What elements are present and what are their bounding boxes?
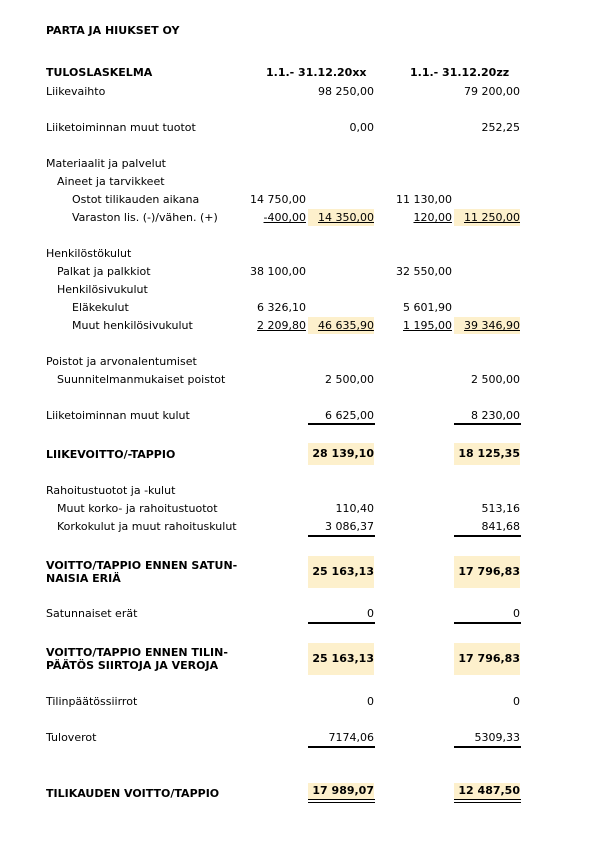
value-a: 110,40 [335,502,374,515]
subtotal-label: VOITTO/TAPPIO ENNEN SATUN- [46,559,238,572]
subtotal-label-cont: NAISIA ERIÄ [46,572,121,585]
subsection-label: Aineet ja tarvikkeet [57,175,165,188]
value-a: 3 086,37 [325,520,374,533]
total-rule [308,622,375,624]
statement-title: TULOSLASKELMA [46,66,153,79]
total-rule [454,423,521,425]
sub-value-b: 32 550,00 [396,265,452,278]
value-b: 2 500,00 [471,373,520,386]
subtotal-b: 17 796,83 [454,643,520,675]
subtotal-a: 25 163,13 [308,556,374,588]
subtotal-label-cont: PÄÄTÖS SIIRTOJA JA VEROJA [46,659,219,672]
total-b: 39 346,90 [464,319,520,332]
row-label: Liikevaihto [46,85,106,98]
subtotal-a: 28 139,10 [308,443,374,465]
row-label: Suunnitelmanmukaiset poistot [57,373,226,386]
total-b: 11 250,00 [464,211,520,224]
value-b: 252,25 [481,121,520,134]
row-label: Satunnaiset erät [46,607,138,620]
value-b: 79 200,00 [464,85,520,98]
subtotal-a: 25 163,13 [308,643,374,675]
row-label: Ostot tilikauden aikana [72,193,200,206]
total-rule [308,535,375,537]
subtotal-b: 18 125,35 [454,443,520,465]
value-a: 7174,06 [328,731,374,744]
double-underline [454,799,521,803]
subtotal-b: 17 796,83 [454,556,520,588]
total-rule [308,746,375,748]
double-underline [308,799,375,803]
section-label: Materiaalit ja palvelut [46,157,166,170]
total-a: 14 350,00 [318,211,374,224]
final-total-a: 17 989,07 [308,783,374,799]
value-b: 5309,33 [474,731,520,744]
row-label: Tuloverot [46,731,97,744]
section-label: Rahoitustuotot ja -kulut [46,484,176,497]
value-b: 8 230,00 [471,409,520,422]
sub-value-a: 14 750,00 [250,193,306,206]
value-b: 841,68 [481,520,520,533]
row-label: Eläkekulut [72,301,129,314]
section-label: Poistot ja arvonalentumiset [46,355,197,368]
subsection-label: Henkilösivukulut [57,283,148,296]
sub-value-a: -400,00 [263,211,306,224]
value-a: 98 250,00 [318,85,374,98]
company-name: PARTA JA HIUKSET OY [46,24,180,37]
row-label: Liiketoiminnan muut kulut [46,409,190,422]
sub-value-b: 120,00 [413,211,452,224]
period-b-header: 1.1.- 31.12.20zz [410,66,510,79]
row-label: Muut henkilösivukulut [72,319,193,332]
subtotal-label: VOITTO/TAPPIO ENNEN TILIN- [46,646,228,659]
total-rule [454,622,521,624]
final-total-b: 12 487,50 [454,783,520,799]
value-a: 0 [367,695,374,708]
row-label: Muut korko- ja rahoitustuotot [57,502,218,515]
value-b: 0 [513,607,520,620]
total-rule [308,423,375,425]
total-a: 46 635,90 [318,319,374,332]
value-b: 0 [513,695,520,708]
sub-value-a: 38 100,00 [250,265,306,278]
row-label: Tilinpäätössiirrot [46,695,138,708]
sub-value-b: 11 130,00 [396,193,452,206]
value-a: 0,00 [349,121,374,134]
sub-value-a: 6 326,10 [257,301,306,314]
period-a-header: 1.1.- 31.12.20xx [266,66,367,79]
sub-value-b: 1 195,00 [403,319,452,332]
value-a: 6 625,00 [325,409,374,422]
value-a: 2 500,00 [325,373,374,386]
final-total-label: TILIKAUDEN VOITTO/TAPPIO [46,787,220,800]
row-label: Liiketoiminnan muut tuotot [46,121,196,134]
total-rule [454,535,521,537]
subtotal-label: LIIKEVOITTO/-TAPPIO [46,448,176,461]
section-label: Henkilöstökulut [46,247,132,260]
row-label: Korkokulut ja muut rahoituskulut [57,520,237,533]
row-label: Varaston lis. (-)/vähen. (+) [72,211,218,224]
sub-value-b: 5 601,90 [403,301,452,314]
value-a: 0 [367,607,374,620]
total-rule [454,746,521,748]
row-label: Palkat ja palkkiot [57,265,151,278]
sub-value-a: 2 209,80 [257,319,306,332]
value-b: 513,16 [481,502,520,515]
